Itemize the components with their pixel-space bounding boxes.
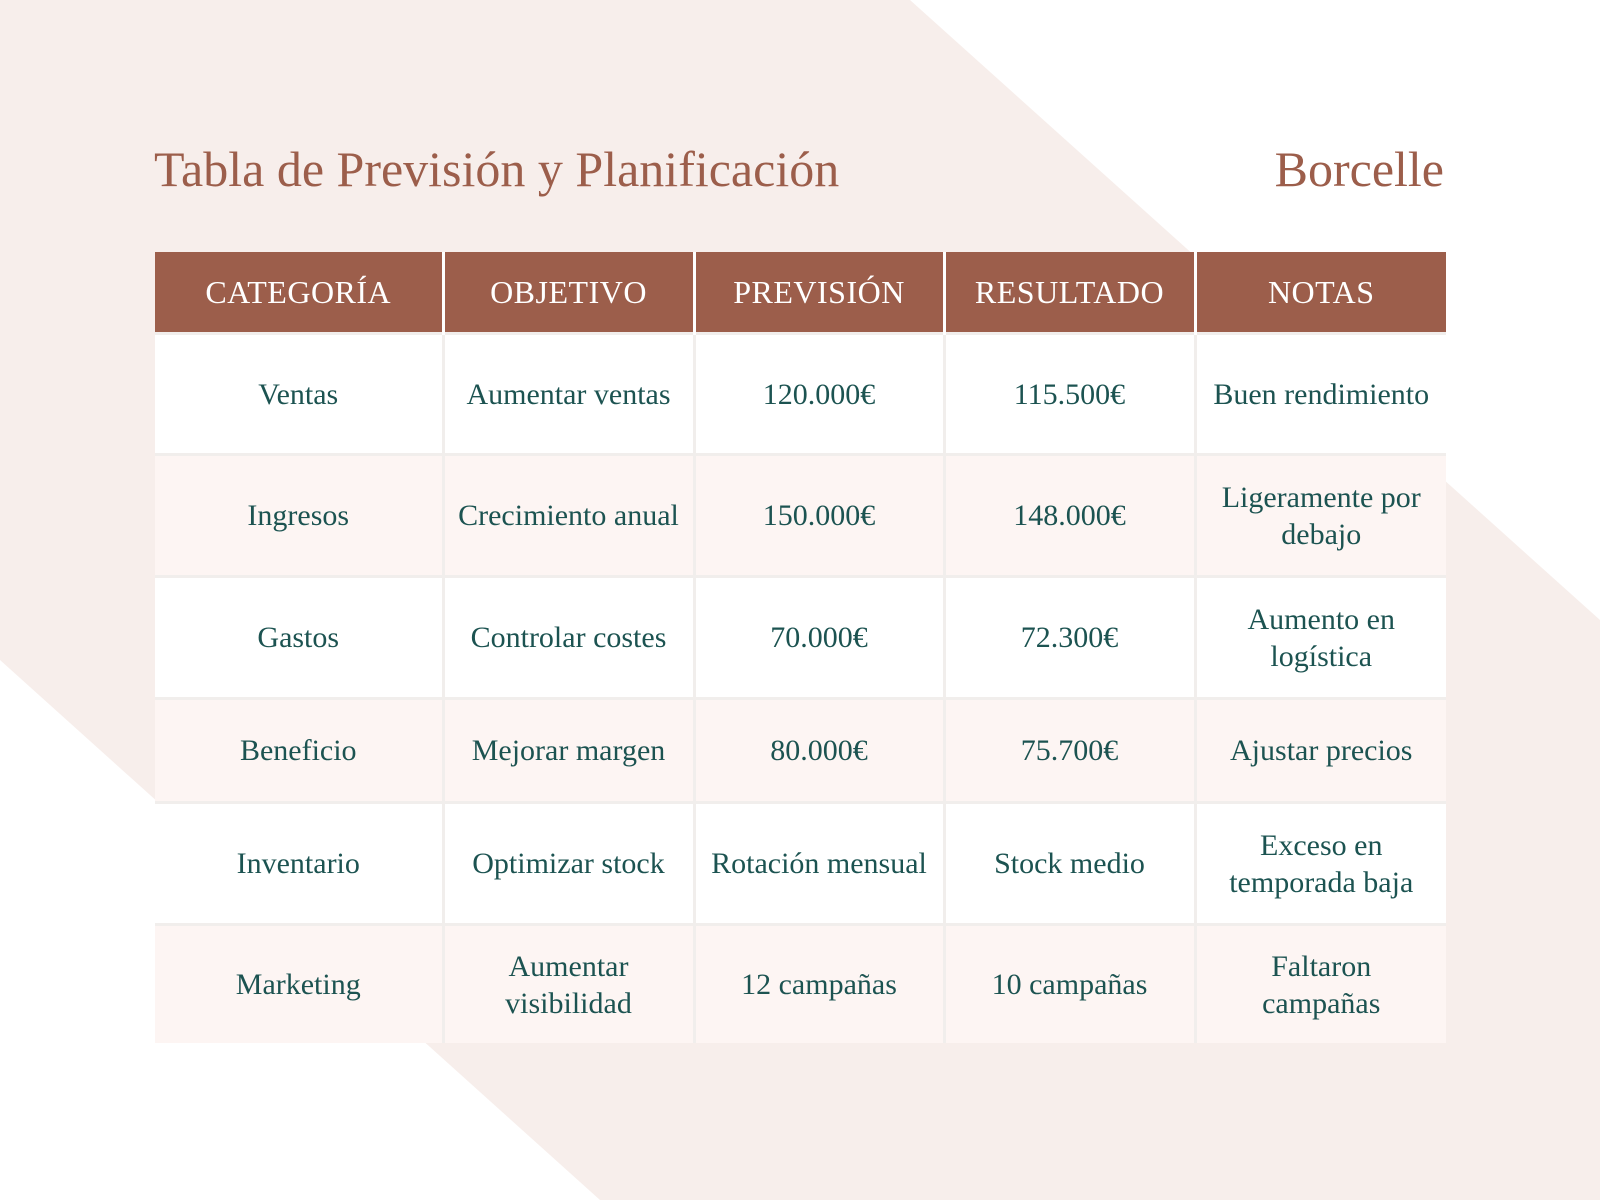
cell-resultado: 148.000€ [944,455,1195,577]
cell-notas: Buen rendimiento [1195,334,1446,455]
table-row [155,334,1446,455]
cell-prevision: 70.000€ [694,577,944,699]
cell-resultado: 10 campañas [944,925,1195,1044]
cell-objetivo: Aumentar visibilidad [443,925,694,1044]
table-row [155,803,1446,925]
cell-resultado: Stock medio [944,803,1195,925]
cell-resultado: 75.700€ [944,699,1195,803]
cell-objetivo: Optimizar stock [443,803,694,925]
cell-notas: Ligeramente por debajo [1195,455,1446,577]
forecast-table [155,252,1446,1043]
header-resultado: RESULTADO [944,252,1195,334]
header-categoria: CATEGORÍA [155,252,443,334]
cell-categoria: Ventas [155,334,443,455]
brand-name: Borcelle [1274,141,1444,197]
cell-objetivo: Crecimiento anual [443,455,694,577]
cell-categoria: Inventario [155,803,443,925]
cell-objetivo: Aumentar ventas [443,334,694,455]
cell-categoria: Marketing [155,925,443,1044]
cell-categoria: Ingresos [155,455,443,577]
table-row [155,699,1446,803]
header-objetivo: OBJETIVO [443,252,694,334]
table-row [155,577,1446,699]
cell-prevision: 120.000€ [694,334,944,455]
table-body [155,334,1446,1044]
cell-categoria: Beneficio [155,699,443,803]
cell-notas: Ajustar precios [1195,699,1446,803]
header-notas: NOTAS [1195,252,1446,334]
header-prevision: PREVISIÓN [694,252,944,334]
cell-categoria: Gastos [155,577,443,699]
cell-notas: Exceso en temporada baja [1195,803,1446,925]
table-row [155,455,1446,577]
cell-objetivo: Controlar costes [443,577,694,699]
header-row [155,252,1446,334]
table-header [155,252,1446,334]
cell-resultado: 115.500€ [944,334,1195,455]
cell-notas: Faltaron campañas [1195,925,1446,1044]
cell-notas: Aumento en logística [1195,577,1446,699]
cell-prevision: 150.000€ [694,455,944,577]
cell-prevision: Rotación mensual [694,803,944,925]
cell-prevision: 12 campañas [694,925,944,1044]
cell-resultado: 72.300€ [944,577,1195,699]
cell-objetivo: Mejorar margen [443,699,694,803]
cell-prevision: 80.000€ [694,699,944,803]
page-title: Tabla de Previsión y Planificación [154,141,840,197]
table-row [155,925,1446,1044]
